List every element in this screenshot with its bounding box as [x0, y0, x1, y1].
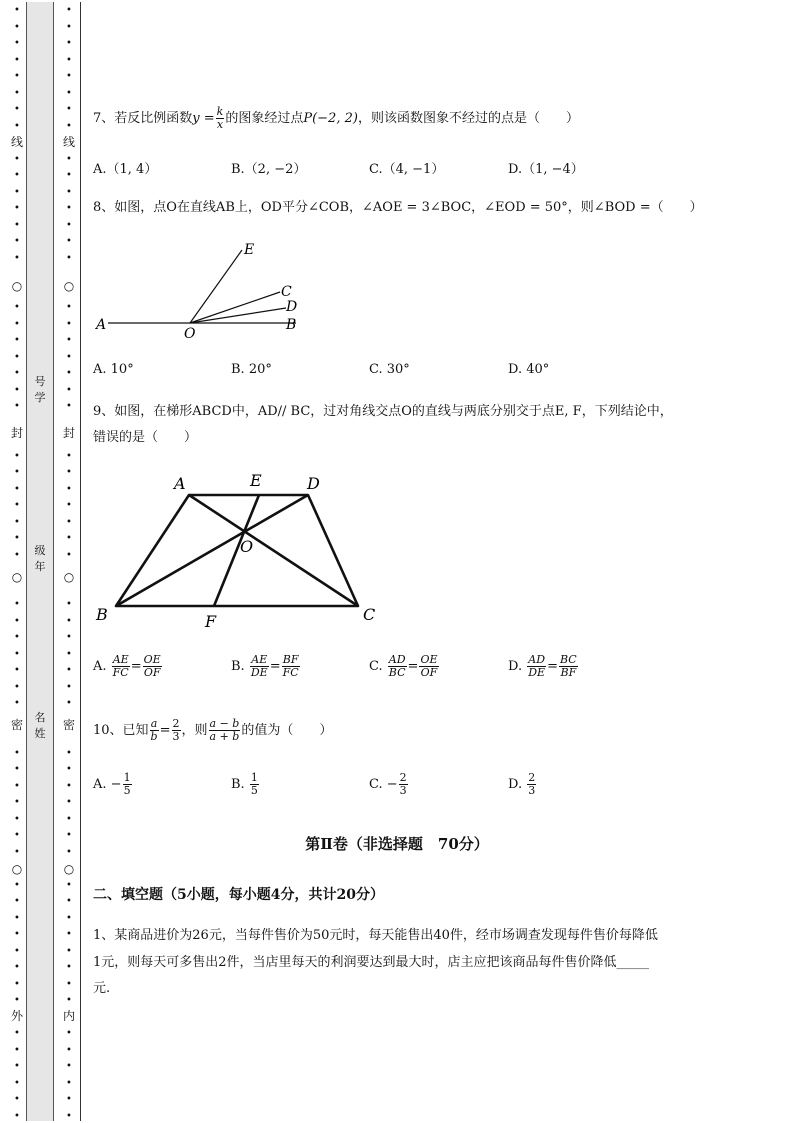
q7-text-b: 的图象经过点 — [225, 111, 304, 126]
label-o: O — [184, 326, 196, 342]
q10-text-c: 的值为（ ） — [241, 723, 333, 738]
binding-dot: • — [14, 797, 20, 808]
name-label: 名姓 — [34, 711, 46, 740]
binding-dot: • — [14, 780, 20, 792]
outer-label-xian: 线 — [10, 135, 23, 149]
frac-num: AE — [251, 653, 268, 666]
label-e: E — [244, 242, 255, 258]
q10-option-b[interactable] — [231, 772, 260, 797]
q10-option-a[interactable] — [93, 772, 133, 797]
binding-dot: • — [66, 516, 72, 528]
inner-label-nei: 内 — [62, 1009, 75, 1023]
frac-den: DE — [250, 666, 268, 679]
binding-margin — [0, 0, 82, 1123]
fill-question-1-line2: 1元，则每天可多售出2件，当店里每天的利润要达到最大时，店主应把该商品每件售价降低_____ — [93, 955, 650, 970]
option-label: D. — [508, 777, 523, 792]
binding-dot: • — [14, 351, 20, 363]
binding-dot: • — [66, 186, 72, 198]
binding-dot: • — [14, 698, 20, 709]
frac-num: 1 — [123, 771, 131, 784]
frac-num: a − b — [209, 717, 240, 730]
q9-option-a[interactable]: A. $\frac{AE}{FC}$ = $\frac{OE}{OF}$ — [93, 653, 161, 679]
outer-label-mi: 密 — [10, 718, 23, 732]
option-label: C. — [369, 777, 383, 792]
frac-den: OF — [420, 666, 438, 679]
frac-num: AD — [528, 653, 546, 666]
q8-angle-figure — [90, 236, 320, 346]
binding-dot: • — [66, 1044, 72, 1056]
binding-dot: • — [14, 1094, 20, 1105]
minus-sign: − — [110, 777, 122, 792]
question-8-text: 8、如图，点O在直线AB上，OD平分∠COB，∠AOE = 3∠BOC，∠EOD = 50°，则∠BOD =（ ） — [93, 200, 703, 215]
binding-dot: • — [66, 203, 72, 214]
binding-dot: • — [14, 87, 20, 99]
binding-dot: • — [66, 21, 72, 33]
frac-den: BC — [388, 666, 406, 679]
binding-dot: • — [66, 483, 72, 495]
binding-dot: • — [14, 384, 20, 396]
binding-dot: • — [14, 962, 20, 973]
binding-dot: • — [14, 632, 20, 643]
q7-text-a: 7、若反比例函数 — [93, 111, 193, 126]
binding-dot: • — [66, 38, 72, 49]
binding-dot: • — [14, 615, 20, 627]
outer-label-circle: ○ — [11, 862, 23, 876]
label-b: B — [286, 317, 297, 333]
binding-dot: • — [14, 830, 20, 841]
binding-dot: • — [66, 87, 72, 99]
binding-dot: • — [14, 483, 20, 495]
binding-dot: • — [66, 945, 72, 957]
binding-dot: • — [14, 450, 20, 462]
binding-dot: • — [66, 632, 72, 643]
binding-dot: • — [66, 962, 72, 973]
binding-dot: • — [66, 467, 72, 478]
frac-den: BF — [560, 666, 577, 679]
option-label: A. — [93, 659, 107, 674]
binding-dot: • — [14, 516, 20, 528]
q10-text-b: ，则 — [181, 723, 208, 738]
frac-num: AE — [112, 653, 129, 666]
frac-den: 5 — [123, 784, 131, 797]
frac-num: 2 — [528, 771, 536, 784]
binding-dot: • — [14, 599, 20, 610]
frac-num: a — [150, 717, 158, 730]
q9-option-c[interactable]: C. $\frac{AD}{BC}$ = $\frac{OE}{OF}$ — [369, 653, 438, 679]
binding-dot: • — [14, 335, 20, 346]
q7-point: P(−2, 2) — [303, 111, 358, 126]
binding-dot: • — [66, 665, 72, 676]
binding-dot: • — [66, 978, 72, 990]
q7-option-d[interactable]: D.（1, −4） — [508, 162, 584, 177]
outer-label-circle: ○ — [11, 279, 23, 293]
frac-den: b — [150, 730, 158, 743]
part-title: 二、填空题（5小题，每小题4分，共计20分） — [93, 887, 384, 903]
binding-dot: • — [14, 912, 20, 924]
frac-num: BC — [560, 653, 577, 666]
binding-dot: • — [14, 533, 20, 544]
binding-dot: • — [14, 1028, 20, 1039]
binding-dot: • — [14, 170, 20, 181]
binding-dot: • — [14, 929, 20, 940]
option-label: D. — [508, 659, 523, 674]
binding-dot: • — [14, 681, 20, 693]
binding-dot: • — [14, 120, 20, 132]
q7-option-b[interactable]: B.（2, −2） — [231, 162, 307, 177]
frac-den: 3 — [399, 784, 407, 797]
frac-den: OF — [143, 666, 161, 679]
label-e: E — [250, 471, 262, 490]
binding-dot: • — [66, 830, 72, 841]
binding-dot: • — [14, 368, 20, 379]
binding-dot: • — [66, 648, 72, 660]
binding-dot: • — [14, 21, 20, 33]
student-number-label: 号学 — [34, 375, 46, 404]
binding-dot: • — [14, 318, 20, 330]
binding-dot: • — [14, 945, 20, 957]
binding-dot: • — [66, 1077, 72, 1089]
binding-dot: • — [66, 104, 72, 115]
label-c: C — [363, 605, 376, 624]
frac-den: FC — [282, 666, 299, 679]
ray-oe — [190, 250, 242, 323]
frac-num: BF — [282, 653, 299, 666]
binding-dot: • — [66, 252, 72, 264]
q8-option-c[interactable]: C. 30° — [369, 362, 410, 377]
frac-num: 2 — [172, 717, 180, 730]
binding-dot: • — [66, 153, 72, 165]
binding-dot: • — [14, 104, 20, 115]
binding-dot: • — [66, 1028, 72, 1039]
question-7 — [93, 106, 579, 131]
q10-option-d[interactable] — [508, 772, 537, 797]
binding-dot: • — [14, 896, 20, 907]
binding-dot: • — [14, 648, 20, 660]
binding-dot: • — [14, 747, 20, 759]
minus-sign: − — [386, 777, 398, 792]
binding-dot: • — [66, 450, 72, 462]
binding-dot: • — [66, 1094, 72, 1105]
binding-dot: • — [66, 54, 72, 66]
binding-dot: • — [14, 995, 20, 1006]
binding-dot: • — [66, 747, 72, 759]
frac-den: a + b — [209, 730, 240, 743]
frac-den: DE — [528, 666, 546, 679]
inner-label-circle: ○ — [63, 862, 75, 876]
binding-dot: • — [14, 38, 20, 49]
q8-option-b[interactable]: B. 20° — [231, 362, 272, 377]
frac-den: FC — [112, 666, 129, 679]
binding-dot: • — [66, 813, 72, 825]
label-d: D — [307, 474, 320, 493]
binding-dot: • — [14, 764, 20, 775]
binding-dot: • — [66, 351, 72, 363]
question-10 — [93, 718, 332, 743]
section-title: 第Ⅱ卷（非选择题 70分） — [305, 835, 489, 853]
binding-dot: • — [66, 318, 72, 330]
binding-dot: • — [14, 5, 20, 16]
binding-dot: • — [66, 5, 72, 16]
ray-oc — [190, 292, 280, 323]
binding-dot: • — [66, 219, 72, 231]
q9-trapezoid-figure — [92, 468, 382, 632]
binding-dot: • — [66, 780, 72, 792]
binding-dot: • — [66, 71, 72, 82]
binding-dot: • — [14, 1044, 20, 1056]
binding-dot: • — [14, 1110, 20, 1122]
binding-dot: • — [14, 978, 20, 990]
q9-option-b[interactable]: B. $\frac{AE}{DE}$ = $\frac{BF}{FC}$ — [231, 653, 299, 679]
binding-dot: • — [14, 153, 20, 165]
label-d: D — [286, 299, 298, 315]
label-a: A — [174, 474, 186, 493]
label-f: F — [205, 612, 217, 631]
q7-text-c: ，则该函数图象不经过的点是（ ） — [357, 111, 579, 126]
binding-dot: • — [14, 879, 20, 891]
binding-dot: • — [66, 879, 72, 891]
fill-question-1-line1: 1、某商品进价为26元，当每件售价为50元时，每天能售出40件，经市场调查发现每件售价每降低 — [93, 928, 658, 943]
q7-y-eq: y = — [192, 111, 215, 126]
binding-dot: • — [14, 813, 20, 825]
q8-option-a[interactable]: A. 10° — [93, 362, 134, 377]
binding-dot: • — [14, 71, 20, 82]
outer-label-wai: 外 — [10, 1009, 23, 1023]
label-a: A — [96, 317, 107, 333]
ray-od — [190, 308, 286, 323]
binding-dot: • — [66, 368, 72, 379]
inner-label-feng: 封 — [62, 426, 75, 440]
frac-num: OE — [143, 653, 161, 666]
binding-dot: • — [66, 170, 72, 181]
binding-dot: • — [14, 467, 20, 478]
frac-den: 3 — [172, 730, 180, 743]
inner-label-circle: ○ — [63, 570, 75, 584]
label-c: C — [281, 284, 292, 300]
frac-num: OE — [420, 653, 438, 666]
binding-dot: • — [66, 1061, 72, 1072]
binding-dot: • — [66, 384, 72, 396]
binding-dot: • — [66, 1110, 72, 1122]
label-o: O — [240, 537, 254, 556]
binding-dot: • — [66, 599, 72, 610]
binding-dot: • — [66, 764, 72, 775]
binding-dot: • — [66, 698, 72, 709]
binding-dot: • — [66, 401, 72, 412]
binding-dot: • — [66, 681, 72, 693]
binding-dot: • — [14, 401, 20, 412]
frac-den: 5 — [250, 784, 258, 797]
inner-label-xian: 线 — [62, 135, 75, 149]
binding-dot: • — [14, 1061, 20, 1072]
inner-label-circle: ○ — [63, 279, 75, 293]
binding-dot: • — [66, 120, 72, 132]
frac-den: 3 — [528, 784, 536, 797]
binding-dot: • — [66, 236, 72, 247]
binding-dot: • — [14, 500, 20, 511]
binding-dot: • — [66, 335, 72, 346]
binding-dot: • — [66, 929, 72, 940]
binding-dot: • — [14, 219, 20, 231]
frac-num: AD — [388, 653, 406, 666]
binding-dot: • — [14, 665, 20, 676]
binding-dot: • — [66, 912, 72, 924]
question-9-line1: 9、如图，在梯形ABCD中，AD// BC，过对角线交点O的直线与两底分别交于点E, F，下列结论中， — [93, 404, 673, 419]
option-label: B. — [231, 659, 245, 674]
outer-label-feng: 封 — [10, 426, 23, 440]
binding-dot: • — [66, 797, 72, 808]
binding-dot: • — [66, 896, 72, 907]
option-label: C. — [369, 659, 383, 674]
frac-num: 2 — [399, 771, 407, 784]
option-label: B. — [231, 777, 245, 792]
binding-dot: • — [66, 549, 72, 561]
q8-option-d[interactable]: D. 40° — [508, 362, 550, 377]
binding-dot: • — [14, 203, 20, 214]
binding-dot: • — [66, 846, 72, 858]
binding-dot: • — [14, 54, 20, 66]
binding-dot: • — [66, 500, 72, 511]
equals-sign: = — [159, 723, 171, 738]
label-b: B — [96, 605, 108, 624]
binding-dot: • — [14, 236, 20, 247]
option-label: A. — [93, 777, 107, 792]
question-9-line2: 错误的是（ ） — [93, 430, 198, 445]
binding-dot: • — [66, 995, 72, 1006]
frac-num: 1 — [250, 771, 258, 784]
q7-k: k — [216, 105, 224, 118]
binding-dot: • — [14, 1077, 20, 1089]
q7-option-c[interactable]: C.（4, −1） — [369, 162, 445, 177]
binding-dot: • — [14, 302, 20, 313]
q7-option-a[interactable]: A.（1, 4） — [93, 162, 158, 177]
q7-x: x — [216, 118, 224, 131]
binding-dot: • — [14, 846, 20, 858]
binding-dot: • — [66, 615, 72, 627]
q10-option-c[interactable] — [369, 772, 409, 797]
q7-fraction-k-over-x — [216, 106, 225, 131]
inner-label-mi: 密 — [62, 718, 75, 732]
binding-dot: • — [14, 186, 20, 198]
binding-dot: • — [14, 252, 20, 264]
q10-text-a: 10、已知 — [93, 723, 149, 738]
class-label: 级年 — [34, 544, 46, 573]
q9-option-d[interactable]: D. $\frac{AD}{DE}$ = $\frac{BC}{BF}$ — [508, 653, 577, 679]
binding-dot: • — [66, 302, 72, 313]
binding-dot: • — [66, 533, 72, 544]
fill-question-1-line3: 元. — [93, 981, 111, 996]
margin-border-line — [80, 2, 81, 1121]
binding-dot: • — [14, 549, 20, 561]
outer-label-circle: ○ — [11, 570, 23, 584]
